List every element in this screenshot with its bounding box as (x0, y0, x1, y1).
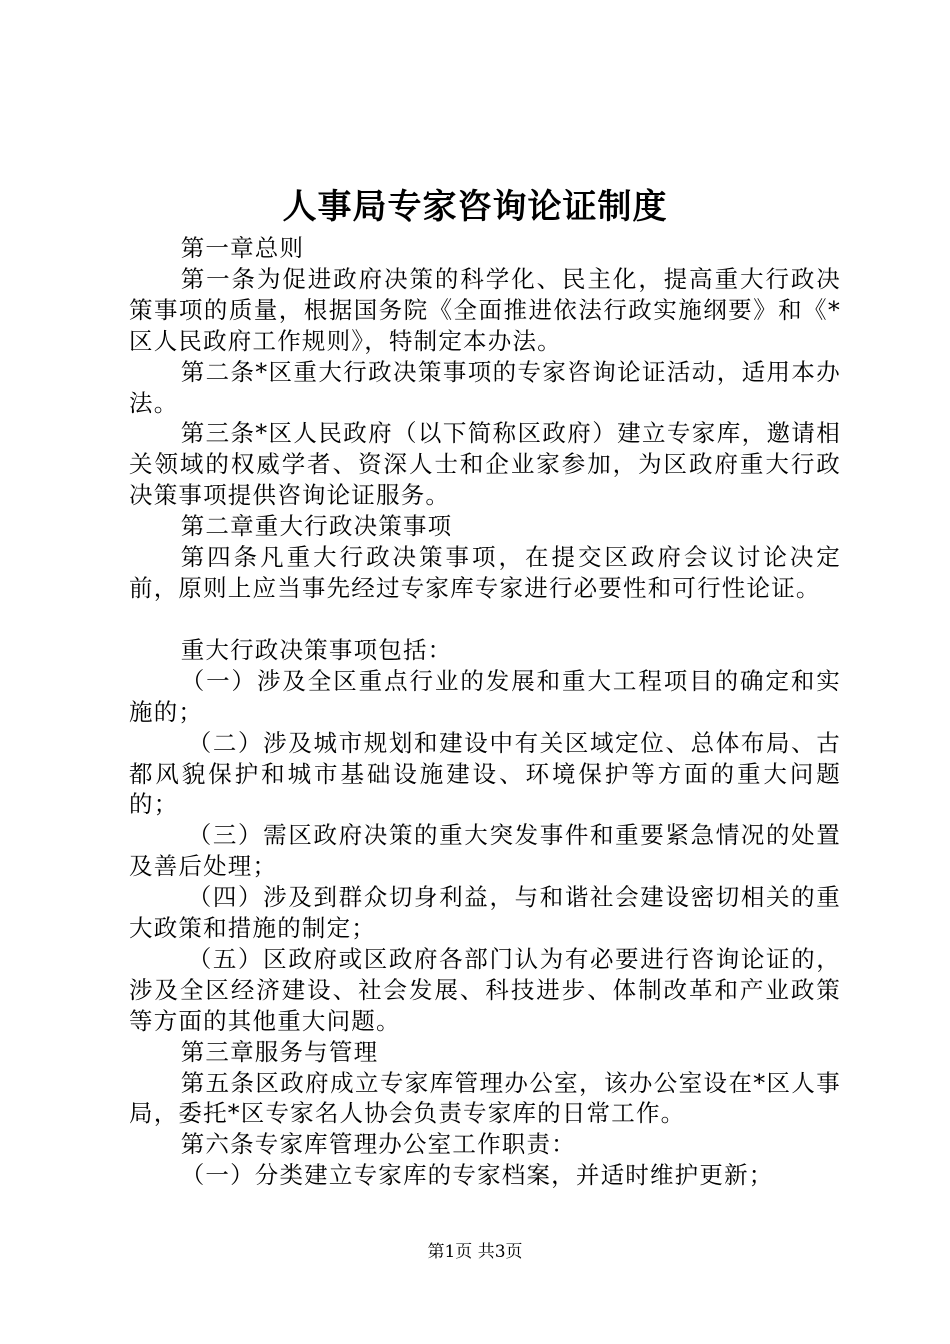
document-body (129, 233, 841, 1191)
list-item: （二）涉及城市规划和建设中有关区域定位、总体布局、古都风貌保护和城市基础设施建设、环境保护等方面的重大问题的； (129, 728, 841, 819)
list-intro: 重大行政决策事项包括： (180, 635, 453, 664)
list-item: （四）涉及到群众切身利益，与和谐社会建设密切相关的重大政策和措施的制定； (129, 883, 841, 943)
chapter-heading: 第三章服务与管理 (180, 1037, 379, 1066)
article-paragraph: 第五条区政府成立专家库管理办公室，该办公室设在*区人事局，委托*区专家名人协会负责专家库的日常工作。 (129, 1068, 841, 1128)
document-title: 人事局专家咨询论证制度 (282, 187, 668, 227)
list-item: （一）分类建立专家库的专家档案，并适时维护更新； (180, 1161, 774, 1190)
article-paragraph: 第一条为促进政府决策的科学化、民主化，提高重大行政决策事项的质量，根据国务院《全面推进依法行政实施纲要》和《*区人民政府工作规则》，特制定本办法。 (129, 264, 841, 355)
article-paragraph: 第四条凡重大行政决策事项，在提交区政府会议讨论决定前，原则上应当事先经过专家库专家进行必要性和可行性论证。 (129, 543, 841, 602)
list-item: （三）需区政府决策的重大突发事件和重要紧急情况的处置及善后处理； (129, 821, 841, 881)
chapter-heading: 第二章重大行政决策事项 (180, 512, 453, 541)
article-paragraph: 第二条*区重大行政决策事项的专家咨询论证活动，适用本办法。 (129, 357, 841, 417)
article-paragraph: 第六条专家库管理办公室工作职责： (180, 1130, 576, 1159)
page-footer: 第1页 共3页 (427, 1242, 523, 1262)
list-item: （五）区政府或区政府各部门认为有必要进行咨询论证的，涉及全区经济建设、社会发展、科技进步、体制改革和产业政策等方面的其他重大问题。 (129, 944, 841, 1035)
list-item: （一）涉及全区重点行业的发展和重大工程项目的确定和实施的； (129, 666, 841, 726)
chapter-heading: 第一章总则 (180, 234, 305, 262)
article-paragraph: 第三条*区人民政府（以下简称区政府）建立专家库，邀请相关领域的权威学者、资深人士和企业家参加，为区政府重大行政决策事项提供咨询论证服务。 (129, 419, 841, 510)
